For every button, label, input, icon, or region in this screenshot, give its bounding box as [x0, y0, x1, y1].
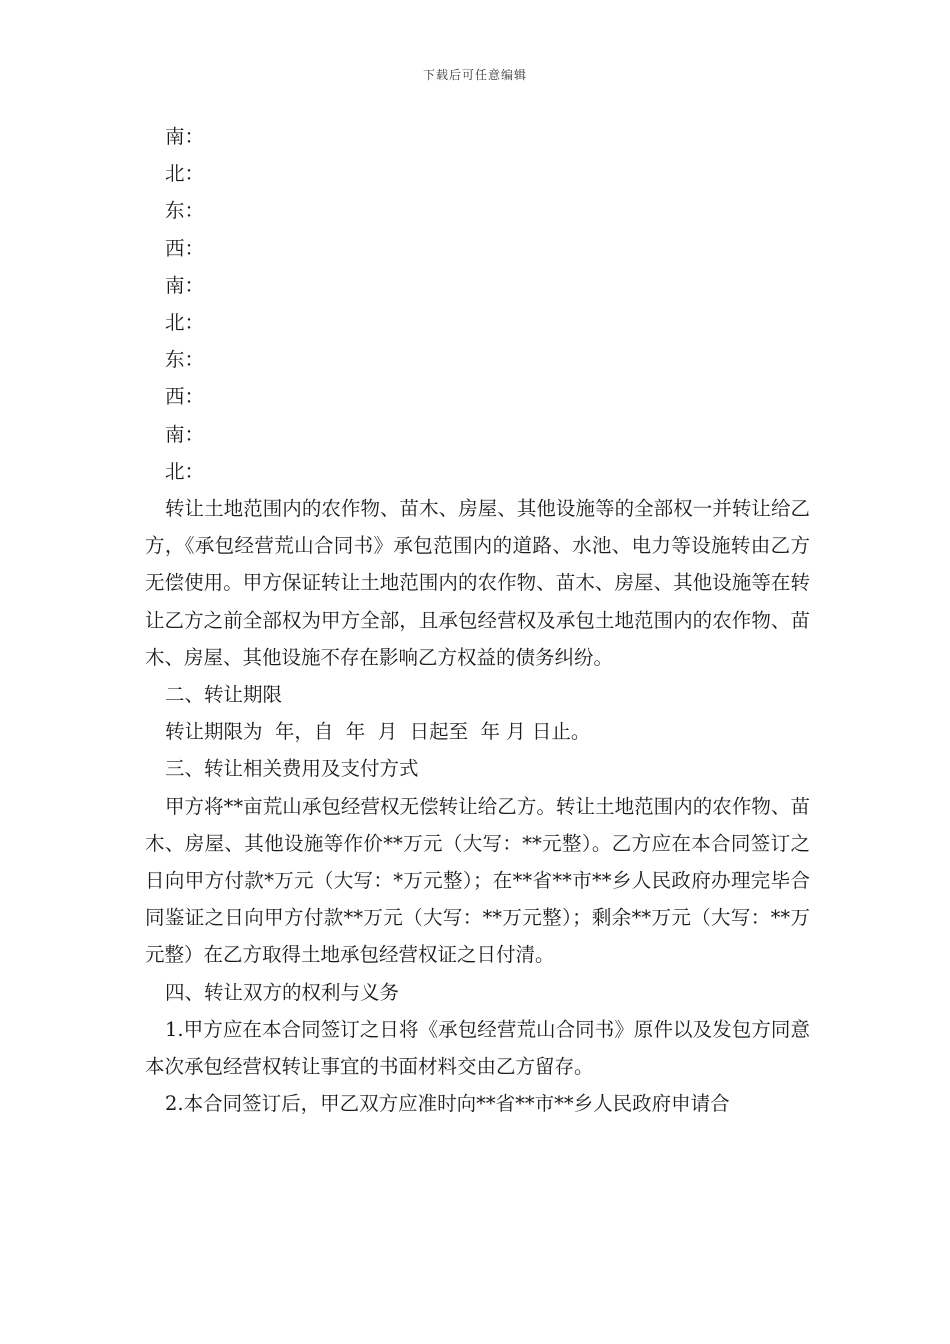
transfer-term-paragraph: 转让期限为 年，自 年 月 日起至 年 月 日止。 [165, 720, 591, 744]
section-heading-term: 二、转让期限 [165, 683, 283, 707]
boundary-north: 北： [165, 459, 205, 483]
page-header: 下载后可任意编辑 [422, 68, 527, 82]
rights-item-1: 1.甲方应在本合同签订之日将《承包经营荒山合同书》原件以及发包方同意本次承包经营权转让事宜的书面材料交由乙方留存。 [145, 1017, 810, 1079]
boundary-east: 东： [165, 348, 205, 372]
section-heading-rights: 四、转让双方的权利与义务 [165, 980, 400, 1004]
boundary-west: 西： [165, 385, 205, 409]
boundary-north: 北： [165, 162, 205, 186]
boundary-north: 北： [165, 311, 205, 335]
boundary-south: 南： [165, 125, 205, 148]
document-body [145, 118, 810, 1122]
section-heading-payment: 三、转让相关费用及支付方式 [165, 757, 419, 781]
rights-item-2: 2.本合同签订后，甲乙双方应准时向**省**市**乡人民政府申请合 [165, 1092, 730, 1116]
payment-paragraph: 甲方将**亩荒山承包经营权无偿转让给乙方。转让土地范围内的农作物、苗木、房屋、其他设施等作价**万元（大写：**元整）。乙方应在本合同签订之日向甲方付款*万元（大写：*万元整）；在**省**市**乡人民政府办理完毕合同鉴证之日向甲方付款**万元（大写：**万元整）；剩余**万元（大写：**万元整）在乙方取得土地承包经营权证之日付清。 [145, 794, 810, 967]
boundary-south: 南： [165, 422, 205, 446]
transfer-scope-paragraph: 转让土地范围内的农作物、苗木、房屋、其他设施等的全部权一并转让给乙方，《承包经营荒山合同书》承包范围内的道路、水池、电力等设施转由乙方无偿使用。甲方保证转让土地范围内的农作物、苗木、房屋、其他设施等在转让乙方之前全部权为甲方全部，且承包经营权及承包土地范围内的农作物、苗木、房屋、其他设施不存在影响乙方权益的债务纠纷。 [145, 497, 810, 669]
boundary-west: 西： [165, 236, 205, 260]
boundary-east: 东： [165, 199, 205, 223]
boundary-south: 南： [165, 273, 205, 297]
